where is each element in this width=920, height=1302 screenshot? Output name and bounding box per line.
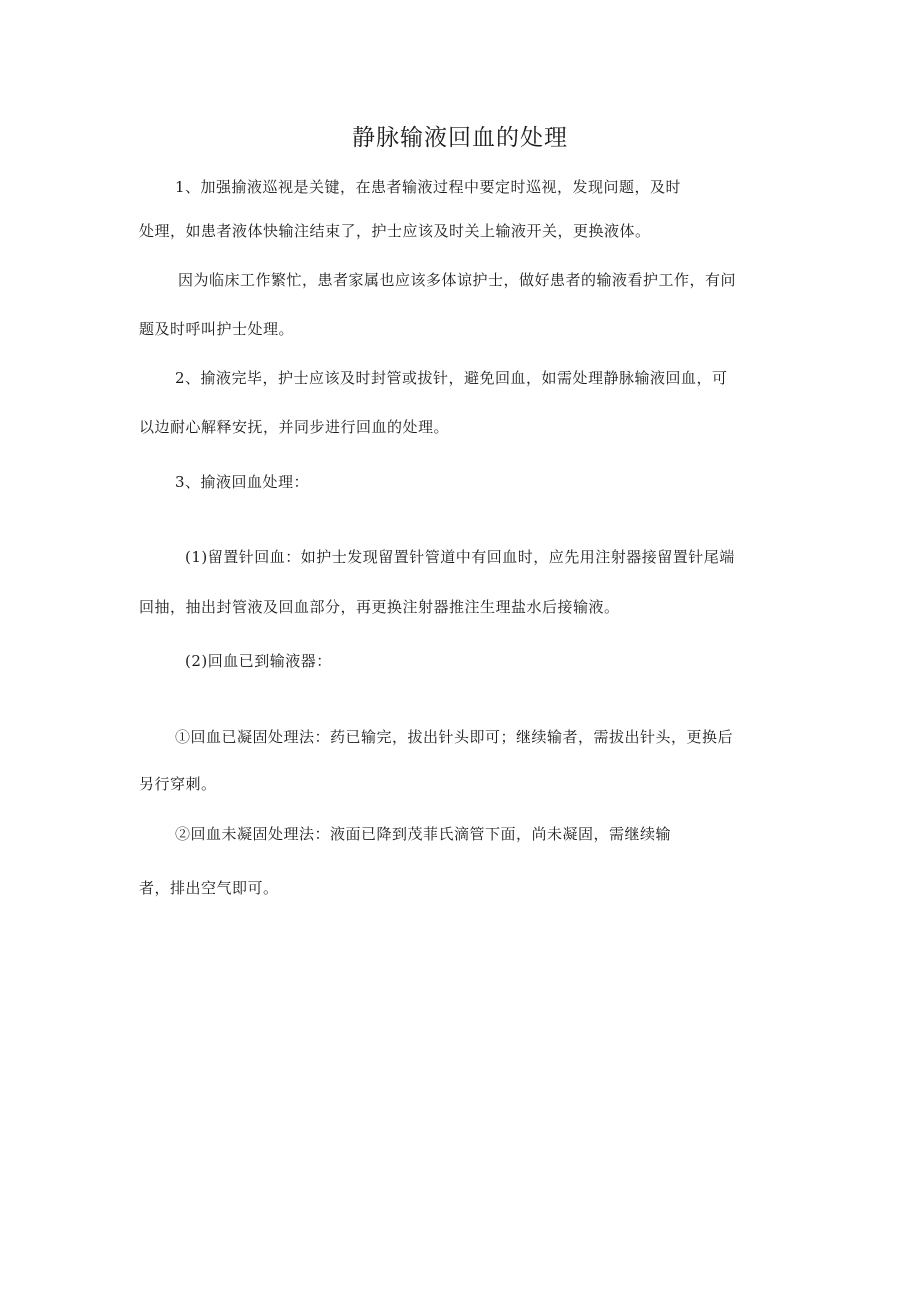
subitem-1-line-1: ①回血已凝固处理法：药已输完，拔出针头即可；继续输者，需拔出针头，更换后 <box>175 728 734 746</box>
item-1-line-2: 回抽，抽出封管液及回血部分，再更换注射器推注生理盐水后接输液。 <box>139 598 620 616</box>
subitem-2-line-1: ②回血未凝固处理法：液面已降到茂菲氏滴管下面，尚未凝固，需继续输 <box>175 825 672 843</box>
section-3-heading: 3、揄液回血处理： <box>175 473 310 491</box>
paragraph-1-line-2: 处理，如患者液体快输注结束了，护士应该及时关上输液开关，更换液体。 <box>139 222 651 240</box>
subitem-2-line-2: 者，排出空气即可。 <box>139 879 279 897</box>
paragraph-1-line-1: 1、加强揄液巡视是关键，在患者输液过程中要定时巡视，发现问题，及时 <box>175 178 682 196</box>
subitem-1-line-2: 另行穿刺。 <box>139 775 217 793</box>
item-1-line-1: (1)留置针回血：如护士发现留置针管道中有回血时，应先用注射器接留置针尾端 <box>185 548 735 566</box>
item-2-heading: (2)回血已到输液器： <box>185 652 332 670</box>
paragraph-2-line-2: 题及时呼叫护士处理。 <box>139 320 295 338</box>
paragraph-2-line-1: 因为临床工作繁忙，患者家属也应该多体谅护士，做好患者的输液看护工作，有问 <box>178 271 737 289</box>
paragraph-3-line-2: 以边耐心解释安抚，并同步进行回血的处理。 <box>139 418 450 436</box>
paragraph-3-line-1: 2、揄液完毕，护士应该及时封管或拔针，避免回血，如需处理静脉输液回血，可 <box>175 369 728 387</box>
document-title: 静脉输液回血的处理 <box>352 125 568 151</box>
